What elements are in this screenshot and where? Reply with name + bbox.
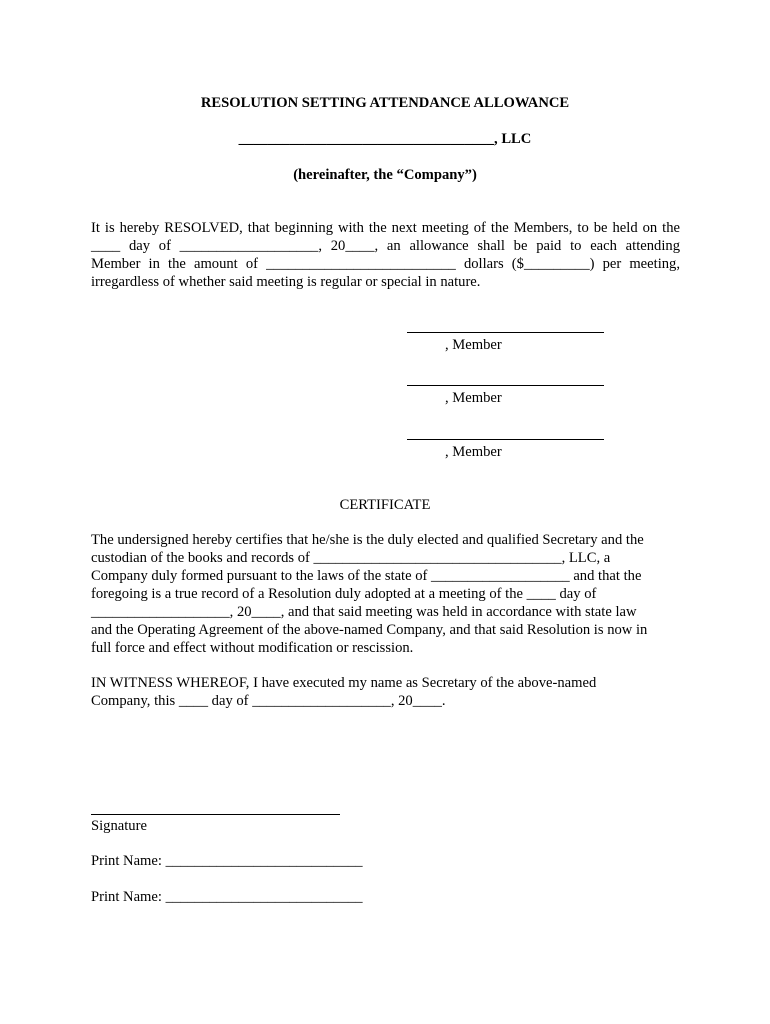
certificate-line: ___________________, 20____, and that said meeting was held in accordance with state law <box>91 604 637 620</box>
certificate-paragraph <box>91 531 671 657</box>
member-label: , Member <box>445 444 502 460</box>
hereinafter-clause: (hereinafter, the “Company”) <box>293 167 477 183</box>
resolution-paragraph <box>91 219 680 291</box>
member-signature-line <box>407 385 604 386</box>
certificate-heading: CERTIFICATE <box>339 497 431 513</box>
member-signature-line <box>407 332 604 333</box>
witness-line: Company, this ____ day of ___________________, 20____. <box>91 693 446 709</box>
certificate-line: and the Operating Agreement of the above-named Company, and that said Resolution is now in <box>91 622 648 638</box>
witness-line: IN WITNESS WHEREOF, I have executed my name as Secretary of the above-named <box>91 675 597 691</box>
resolution-line: irregardless of whether said meeting is regular or special in nature. <box>91 274 481 290</box>
print-name-field: Print Name: ___________________________ <box>91 889 363 905</box>
certificate-line: full force and effect without modification or rescission. <box>91 640 414 656</box>
member-signature-line <box>407 439 604 440</box>
member-label: , Member <box>445 337 502 353</box>
company-name-blank: ___________________________________, LLC <box>238 131 532 147</box>
resolution-line: It is hereby RESOLVED, that beginning with the next meeting of the Members, to be held on the <box>91 220 680 236</box>
secretary-signature-line <box>91 814 340 815</box>
certificate-line: foregoing is a true record of a Resolution duly adopted at a meeting of the ____ day of <box>91 586 597 602</box>
witness-paragraph <box>91 674 596 710</box>
certificate-line: Company duly formed pursuant to the laws of the state of ___________________ and that the <box>91 568 642 584</box>
member-label: , Member <box>445 390 502 406</box>
document-title: RESOLUTION SETTING ATTENDANCE ALLOWANCE <box>200 95 570 111</box>
certificate-line: custodian of the books and records of __________________________________, LLC, a <box>91 550 611 566</box>
resolution-line: Member in the amount of __________________________ dollars ($_________) per meeting, <box>91 256 680 272</box>
signature-label: Signature <box>91 818 147 834</box>
print-name-field: Print Name: ___________________________ <box>91 853 363 869</box>
resolution-line: ____ day of ___________________, 20____, an allowance shall be paid to each attending <box>91 238 680 254</box>
certificate-line: The undersigned hereby certifies that he/she is the duly elected and qualified Secretary and the <box>91 532 644 548</box>
